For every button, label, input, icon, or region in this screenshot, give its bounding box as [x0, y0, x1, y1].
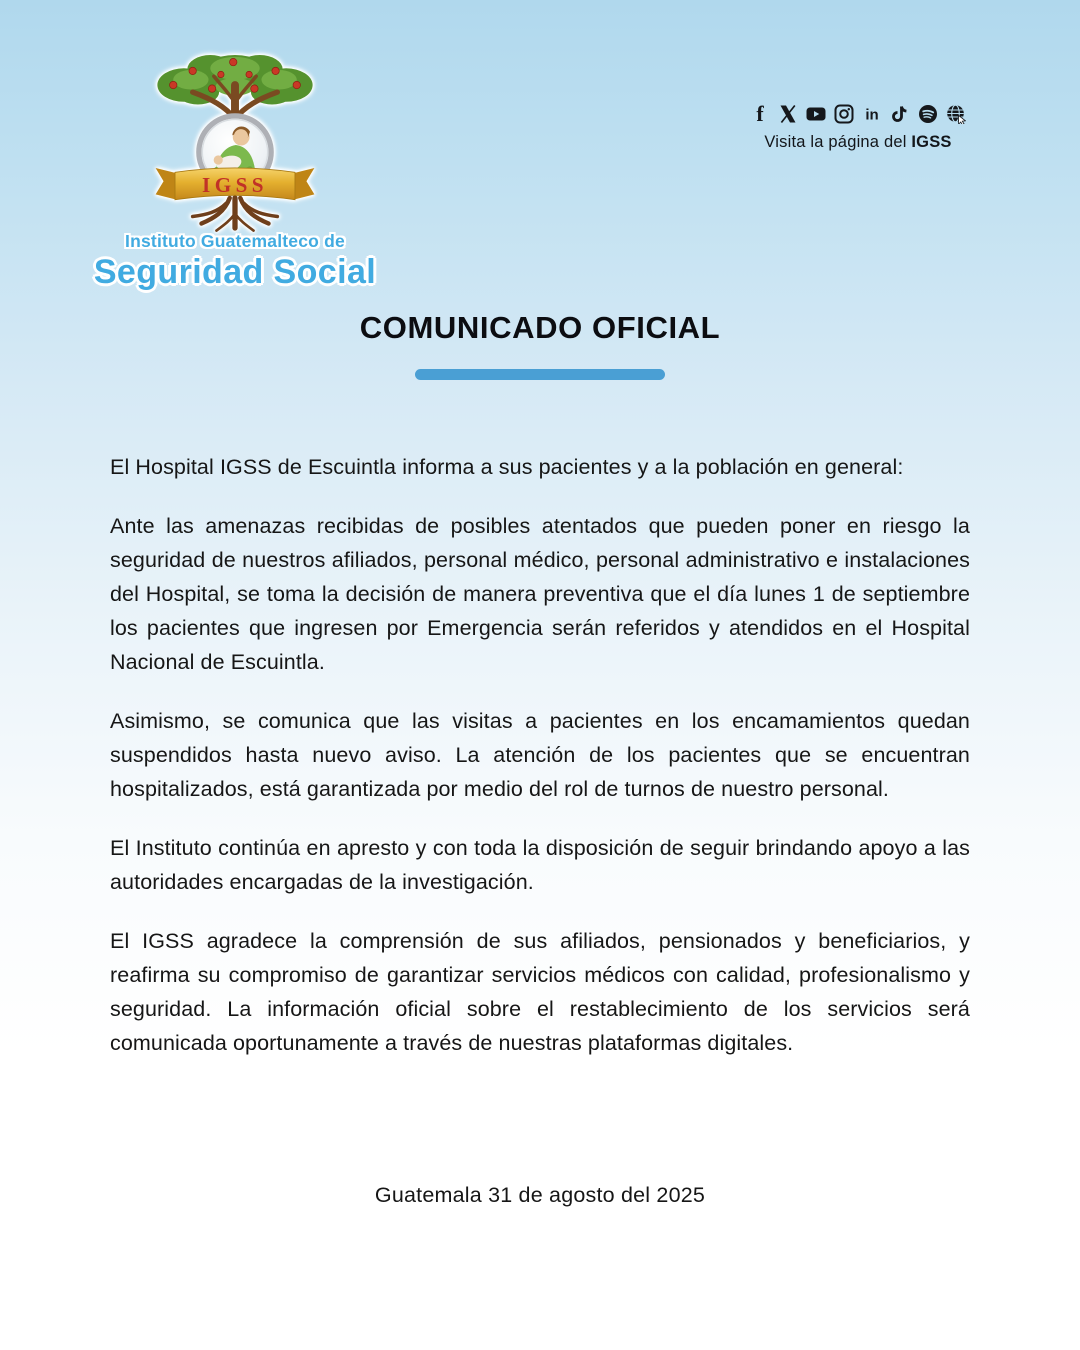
igss-banner-acronym: IGSS [202, 172, 268, 197]
title-block [0, 310, 1080, 380]
dateline: Guatemala 31 de agosto del 2025 [374, 1183, 706, 1207]
linkedin-icon[interactable] [862, 104, 882, 124]
tiktok-icon[interactable] [890, 104, 910, 124]
communique-paragraph: El IGSS agradece la comprensión de sus afiliados, pensionados y beneficiarios, y reafirma su compromiso de garantizar servicios médicos con calidad, profesionalismo y seguridad. La información oficial sobre el restablecimiento de los servicios será comunicada oportunamente a través de nuestras plataformas digitales. [110, 929, 970, 1055]
social-caption-bold: IGSS [911, 133, 952, 151]
communique-body [110, 450, 970, 1060]
page-title: COMUNICADO OFICIAL [359, 310, 721, 345]
communique-paragraph: Asimismo, se comunica que las visitas a pacientes en los encamamientos quedan suspendidos hasta nuevo aviso. La atención de los pacientes que se encuentran hospitalizados, está garantizada por medio del rol de turnos de nuestro personal. [110, 709, 970, 801]
igss-logo-block [85, 48, 385, 292]
social-caption [764, 133, 951, 152]
igss-tree-logo-icon [129, 48, 341, 235]
svg-text:in: in [865, 106, 879, 124]
x-twitter-icon[interactable] [778, 104, 798, 124]
logo-institute-line1: Instituto Guatemalteco de [125, 231, 345, 251]
website-globe-cursor-icon[interactable] [946, 104, 966, 124]
facebook-icon[interactable] [750, 104, 770, 124]
social-caption-text: Visita la página del [764, 133, 912, 151]
communique-paragraph: Ante las amenazas recibidas de posibles atentados que pueden poner en riesgo la seguridad de nuestros afiliados, personal médico, personal administrativo e instalaciones del Hospital, se toma la decisión de manera preventiva que el día lunes 1 de septiembre los pacientes que ingresen por Emergencia serán referidos y atendidos en el Hospital Nacional de Escuintla. [110, 514, 970, 674]
youtube-icon[interactable] [806, 104, 826, 124]
svg-text:f: f [756, 104, 764, 124]
instagram-icon[interactable] [834, 104, 854, 124]
spotify-icon[interactable] [918, 104, 938, 124]
logo-institute-line2: Seguridad Social [93, 253, 377, 291]
social-icons-row [750, 104, 966, 124]
social-block [750, 104, 966, 152]
communique-paragraph: El Hospital IGSS de Escuintla informa a sus pacientes y a la población en general: [110, 455, 904, 479]
title-underline-bar [415, 369, 665, 380]
communique-paragraph: El Instituto continúa en apresto y con toda la disposición de seguir brindando apoyo a las autoridades encargadas de la investigación. [110, 836, 970, 894]
